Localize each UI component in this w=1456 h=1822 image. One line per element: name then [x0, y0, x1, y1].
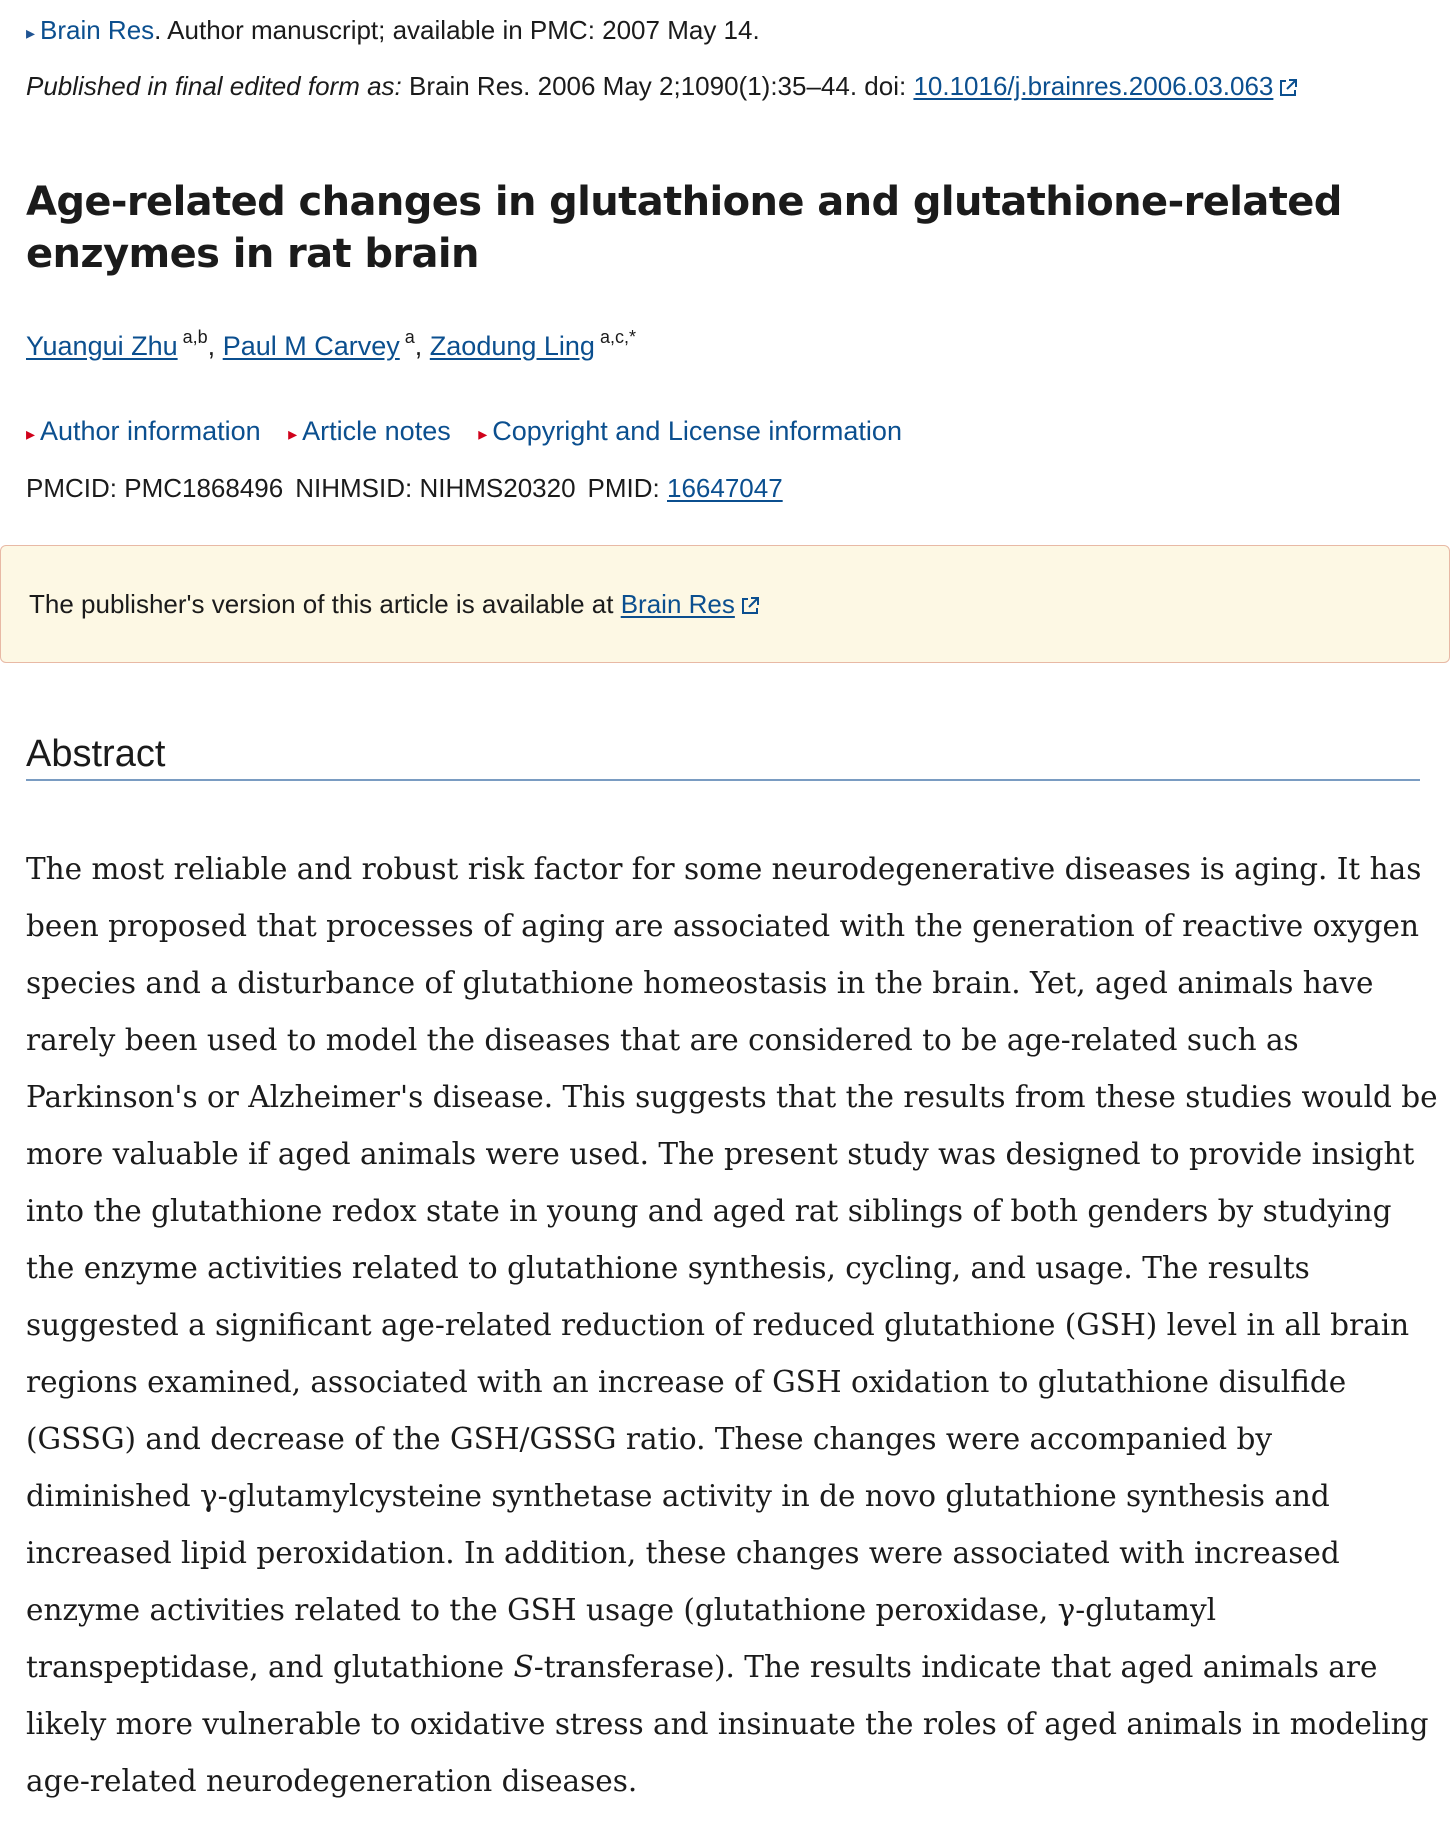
abstract-line: suggested a significant age-related reduction of reduced glutathione (GSH) level in all brain: [26, 1308, 1410, 1342]
abstract-line: diminished γ-glutamylcysteine synthetase activity in de novo glutathione synthesis and: [26, 1479, 1330, 1513]
abstract-line: likely more vulnerable to oxidative stress and insinuate the roles of aged animals in modeling: [26, 1707, 1429, 1741]
abstract-line: (GSSG) and decrease of the GSH/GSSG ratio. These changes were accompanied by: [26, 1422, 1273, 1456]
abstract-line: more valuable if aged animals were used. The present study was designed to provide insight: [26, 1137, 1415, 1171]
nihmsid: NIHMSID: NIHMS20320: [295, 473, 576, 503]
accordion-label: Copyright and License information: [492, 416, 902, 446]
abstract-fragment: -transferase). The results indicate that aged animals are: [533, 1650, 1378, 1684]
caret-right-icon: ▸: [26, 23, 36, 43]
caret-right-icon: ▸: [478, 424, 488, 444]
abstract-line: enzyme activities related to the GSH usage (glutathione peroxidase, γ-glutamyl: [26, 1593, 1217, 1627]
abstract-line: [26, 1639, 1426, 1696]
external-link-icon[interactable]: [1278, 71, 1298, 107]
pmcid: PMCID: PMC1868496: [26, 473, 284, 503]
pmid-link[interactable]: 16647047: [667, 473, 783, 503]
journal-link[interactable]: Brain Res: [40, 15, 155, 45]
abstract-line: increased lipid peroxidation. In addition, these changes were associated with increased: [26, 1536, 1340, 1570]
copyright-license-toggle[interactable]: [478, 416, 902, 446]
author-affiliation: a,b: [182, 327, 208, 347]
doi-link[interactable]: 10.1016/j.brainres.2006.03.063: [913, 71, 1274, 101]
abstract-line: Parkinson's or Alzheimer's disease. This suggests that the results from these studies would be: [26, 1080, 1438, 1114]
author-information-toggle[interactable]: [26, 416, 261, 446]
publisher-notice: [0, 545, 1450, 663]
author-link[interactable]: Zaodung Ling: [429, 331, 595, 361]
notice-text-line: [29, 586, 760, 625]
author-link[interactable]: Yuangui Zhu: [26, 331, 178, 361]
external-link-icon[interactable]: [740, 589, 760, 625]
abstract-line: rarely been used to model the diseases that are considered to be age-related such as: [26, 1023, 1299, 1057]
published-line: [26, 68, 1298, 107]
author-list: [26, 328, 636, 364]
pmid-label: PMID:: [587, 473, 667, 503]
published-ref: Brain Res. 2006 May 2;1090(1):35–44. doi:: [401, 71, 914, 101]
author-affiliation: a: [404, 327, 415, 347]
info-accordions: [26, 413, 922, 452]
abstract-line: species and a disturbance of glutathione homeostasis in the brain. Yet, aged animals have: [26, 966, 1374, 1000]
abstract-italic-fragment: S: [513, 1650, 534, 1684]
author-separator: ,: [207, 331, 216, 361]
abstract-line: the enzyme activities related to glutathione synthesis, cycling, and usage. The results: [26, 1251, 1310, 1285]
caret-right-icon: ▸: [26, 424, 36, 444]
journal-citation: [26, 12, 760, 51]
accordion-label: Author information: [40, 416, 261, 446]
author-affiliation: a,c,*: [599, 327, 636, 347]
abstract-line: The most reliable and robust risk factor for some neurodegenerative diseases is aging. It has: [26, 852, 1422, 886]
accordion-label: Article notes: [302, 416, 451, 446]
publisher-link[interactable]: Brain Res: [620, 589, 735, 619]
article-notes-toggle[interactable]: [288, 416, 451, 446]
abstract-fragment: transpeptidase, and glutathione: [26, 1650, 514, 1684]
abstract-text: [26, 841, 1438, 1810]
abstract-line: regions examined, associated with an increase of GSH oxidation to glutathione disulfide: [26, 1365, 1347, 1399]
heading-divider: [26, 779, 1420, 781]
availability-text: . Author manuscript; available in PMC: 2007 May 14.: [154, 15, 760, 45]
abstract-line: into the glutathione redox state in young and aged rat siblings of both genders by studying: [26, 1194, 1392, 1228]
abstract-heading: Abstract: [26, 733, 166, 775]
article-title: Age-related changes in glutathione and glutathione-related enzymes in rat brain: [26, 179, 1342, 277]
article-ids: [26, 470, 783, 506]
caret-right-icon: ▸: [288, 424, 298, 444]
abstract-line: age-related neurodegeneration diseases.: [26, 1764, 638, 1798]
author-link[interactable]: Paul M Carvey: [222, 331, 400, 361]
author-separator: ,: [414, 331, 423, 361]
published-label: Published in final edited form as:: [26, 71, 402, 101]
notice-text: The publisher's version of this article is available at: [29, 589, 621, 619]
abstract-line: been proposed that processes of aging are associated with the generation of reactive oxygen: [26, 909, 1420, 943]
